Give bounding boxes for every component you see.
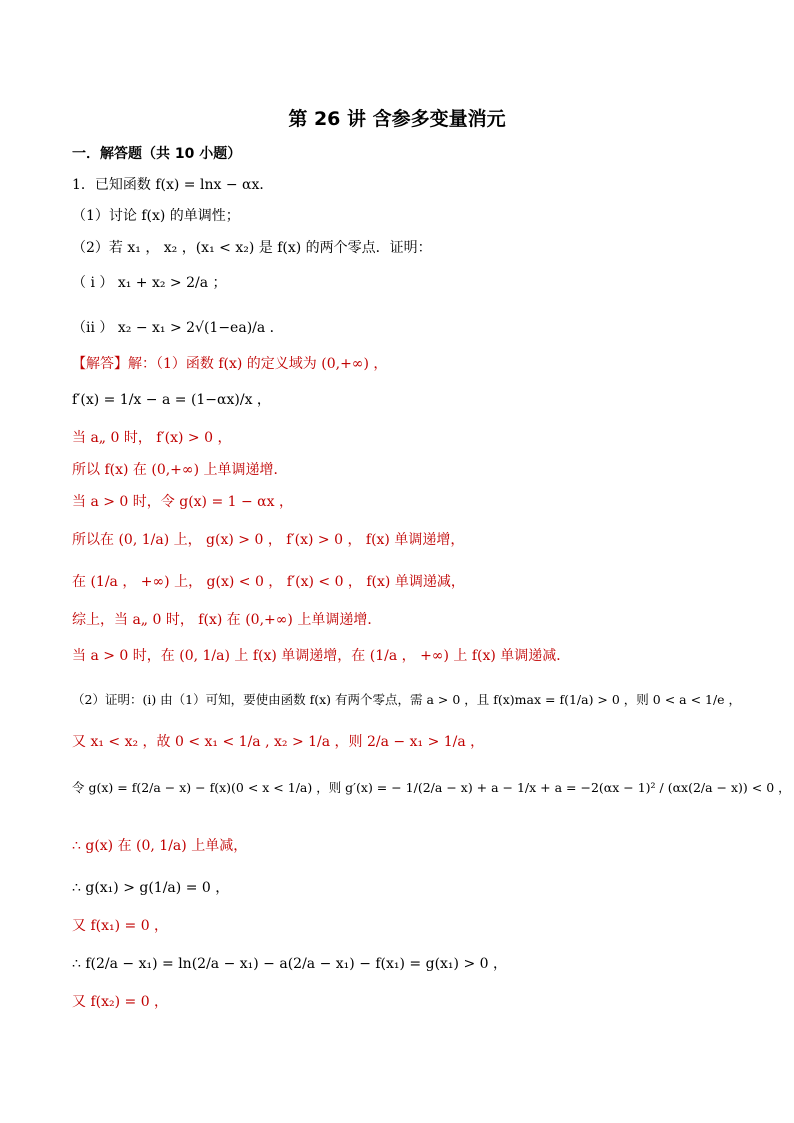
solution-line: 又 f(x₁) = 0 ，: [72, 918, 169, 934]
problem-statement: 1．已知函数 f(x) = lnx − αx．: [72, 177, 274, 193]
solution-line: f′(x) = 1/x − a = (1−αx)/x ，: [72, 392, 271, 408]
solution-line: 令 g(x) = f(2/a − x) − f(x)(0 < x < 1/a) ，则 g′(x) = − 1/(2/a − x) + a − 1/x + a = −2(αx − 1)² / (αx(2/a − x)) < 0 ，: [72, 780, 791, 795]
solution-line: 所以 f(x) 在 (0,+∞) 上单调递增．: [72, 462, 288, 478]
solution-line: 又 f(x₂) = 0 ，: [72, 994, 169, 1010]
solution-line: 【解答】解：（1）函数 f(x) 的定义域为 (0,+∞) ，: [72, 356, 388, 372]
solution-line: 综上，当 a„ 0 时， f(x) 在 (0,+∞) 上单调递增．: [72, 612, 382, 628]
solution-line: ∴ g(x) 在 (0, 1/a) 上单减，: [72, 838, 248, 854]
solution-line: 在 (1/a ， +∞) 上， g(x) < 0 ， f′(x) < 0 ， f(x) 单调递减，: [72, 574, 465, 590]
solution-line: 当 a > 0 时，令 g(x) = 1 − αx ，: [72, 494, 293, 510]
problem-part-2-ii: （ii ） x₂ − x₁ > 2√(1−ea)/a ．: [72, 320, 284, 336]
solution-line: （2）证明：(i) 由（1）可知，要使由函数 f(x) 有两个零点，需 a > 0 ，且 f(x)max = f(1/a) > 0 ，则 0 < a < 1/e ，: [72, 692, 742, 707]
solution-line: 当 a„ 0 时， f′(x) > 0 ，: [72, 430, 232, 446]
solution-line: ∴ f(2/a − x₁) = ln(2/a − x₁) − a(2/a − x₁) − f(x₁) = g(x₁) > 0 ，: [72, 956, 507, 972]
page-title: 第 26 讲 含参多变量消元: [288, 108, 506, 130]
problem-part-1: （1）讨论 f(x) 的单调性；: [72, 208, 240, 224]
problem-part-2-i: （ i ） x₁ + x₂ > 2/a ；: [72, 275, 227, 291]
solution-line: 又 x₁ < x₂ ，故 0 < x₁ < 1/a , x₂ > 1/a ，则 2/a − x₁ > 1/a ，: [72, 734, 485, 750]
problem-part-2: （2）若 x₁ ， x₂ ，(x₁ < x₂) 是 f(x) 的两个零点．证明：: [72, 240, 432, 256]
solution-line: 当 a > 0 时，在 (0, 1/a) 上 f(x) 单调递增，在 (1/a ， +∞) 上 f(x) 单调递减．: [72, 648, 571, 664]
solution-line: ∴ g(x₁) > g(1/a) = 0 ，: [72, 880, 230, 896]
section-heading: 一．解答题（共 10 小题）: [72, 146, 242, 162]
solution-line: 所以在 (0, 1/a) 上， g(x) > 0 ， f′(x) > 0 ， f(x) 单调递增，: [72, 532, 465, 548]
